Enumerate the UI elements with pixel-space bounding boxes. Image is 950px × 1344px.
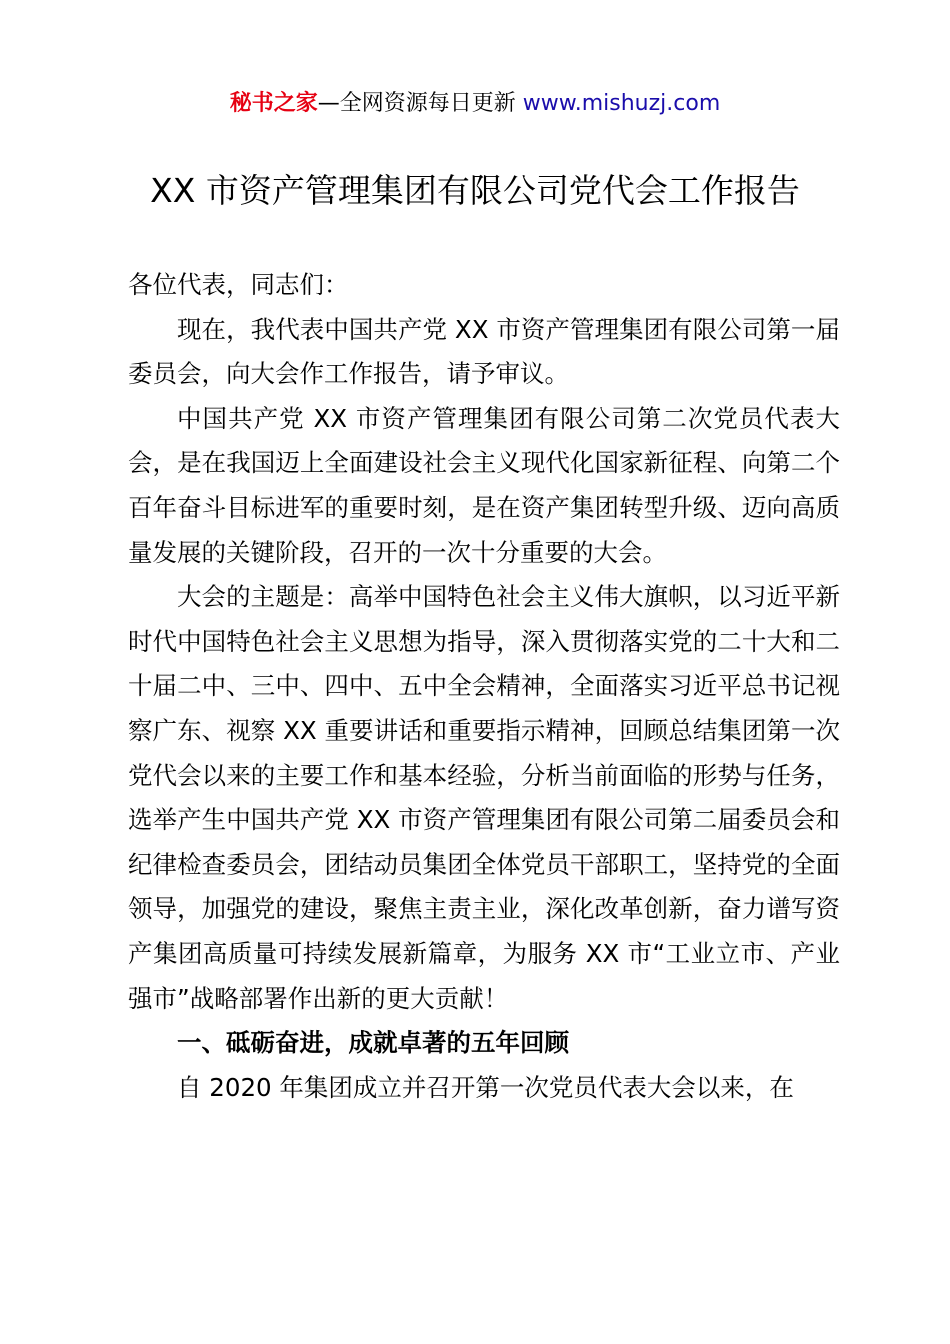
- document-title: XX 市资产管理集团有限公司党代会工作报告: [150, 171, 800, 210]
- paragraph-3: 大会的主题是：高举中国特色社会主义伟大旗帜，以习近平新时代中国特色社会主义思想为指导，深入贯彻落实党的二十大和二十届二中、三中、四中、五中全会精神，全面落实习近平总书记视察广东、视察 XX 重要讲话和重要指示精神，回顾总结集团第一次党代会以来的主要工作和基本经验，分析当前面临的形势与任务，选举产生中国共产党 XX 市资产管理集团有限公司第二届委员会和纪律检查委员会，团结动员集团全体党员干部职工，坚持党的全面领导，加强党的建设，聚焦主责主业，深化改革创新，奋力谱写资产集团高质量可持续发展新篇章，为服务 XX 市“工业立市、产业强市”战略部署作出新的更大贡献！: [128, 582, 841, 1013]
- section-heading: 一、砥砺奋进，成就卓著的五年回顾: [177, 1028, 569, 1058]
- document-body: [128, 263, 840, 1110]
- paragraph-2: 中国共产党 XX 市资产管理集团有限公司第二次党员代表大会，是在我国迈上全面建设社会主义现代化国家新征程、向第二个百年奋斗目标进军的重要时刻，是在资产集团转型升级、迈向高质量发展的关键阶段，召开的一次十分重要的大会。: [128, 403, 840, 567]
- header-tagline: —全网资源每日更新: [317, 91, 523, 116]
- site-url-link[interactable]: www.mishuzj.com: [522, 91, 721, 116]
- brand-name: 秘书之家: [229, 91, 318, 116]
- site-header: [0, 86, 950, 122]
- salutation: 各位代表，同志们：: [128, 270, 349, 299]
- paragraph-4: 自 2020 年集团成立并召开第一次党员代表大会以来，在: [177, 1072, 794, 1102]
- paragraph-1: 现在，我代表中国共产党 XX 市资产管理集团有限公司第一届委员会，向大会作工作报告，请予审议。: [128, 314, 840, 389]
